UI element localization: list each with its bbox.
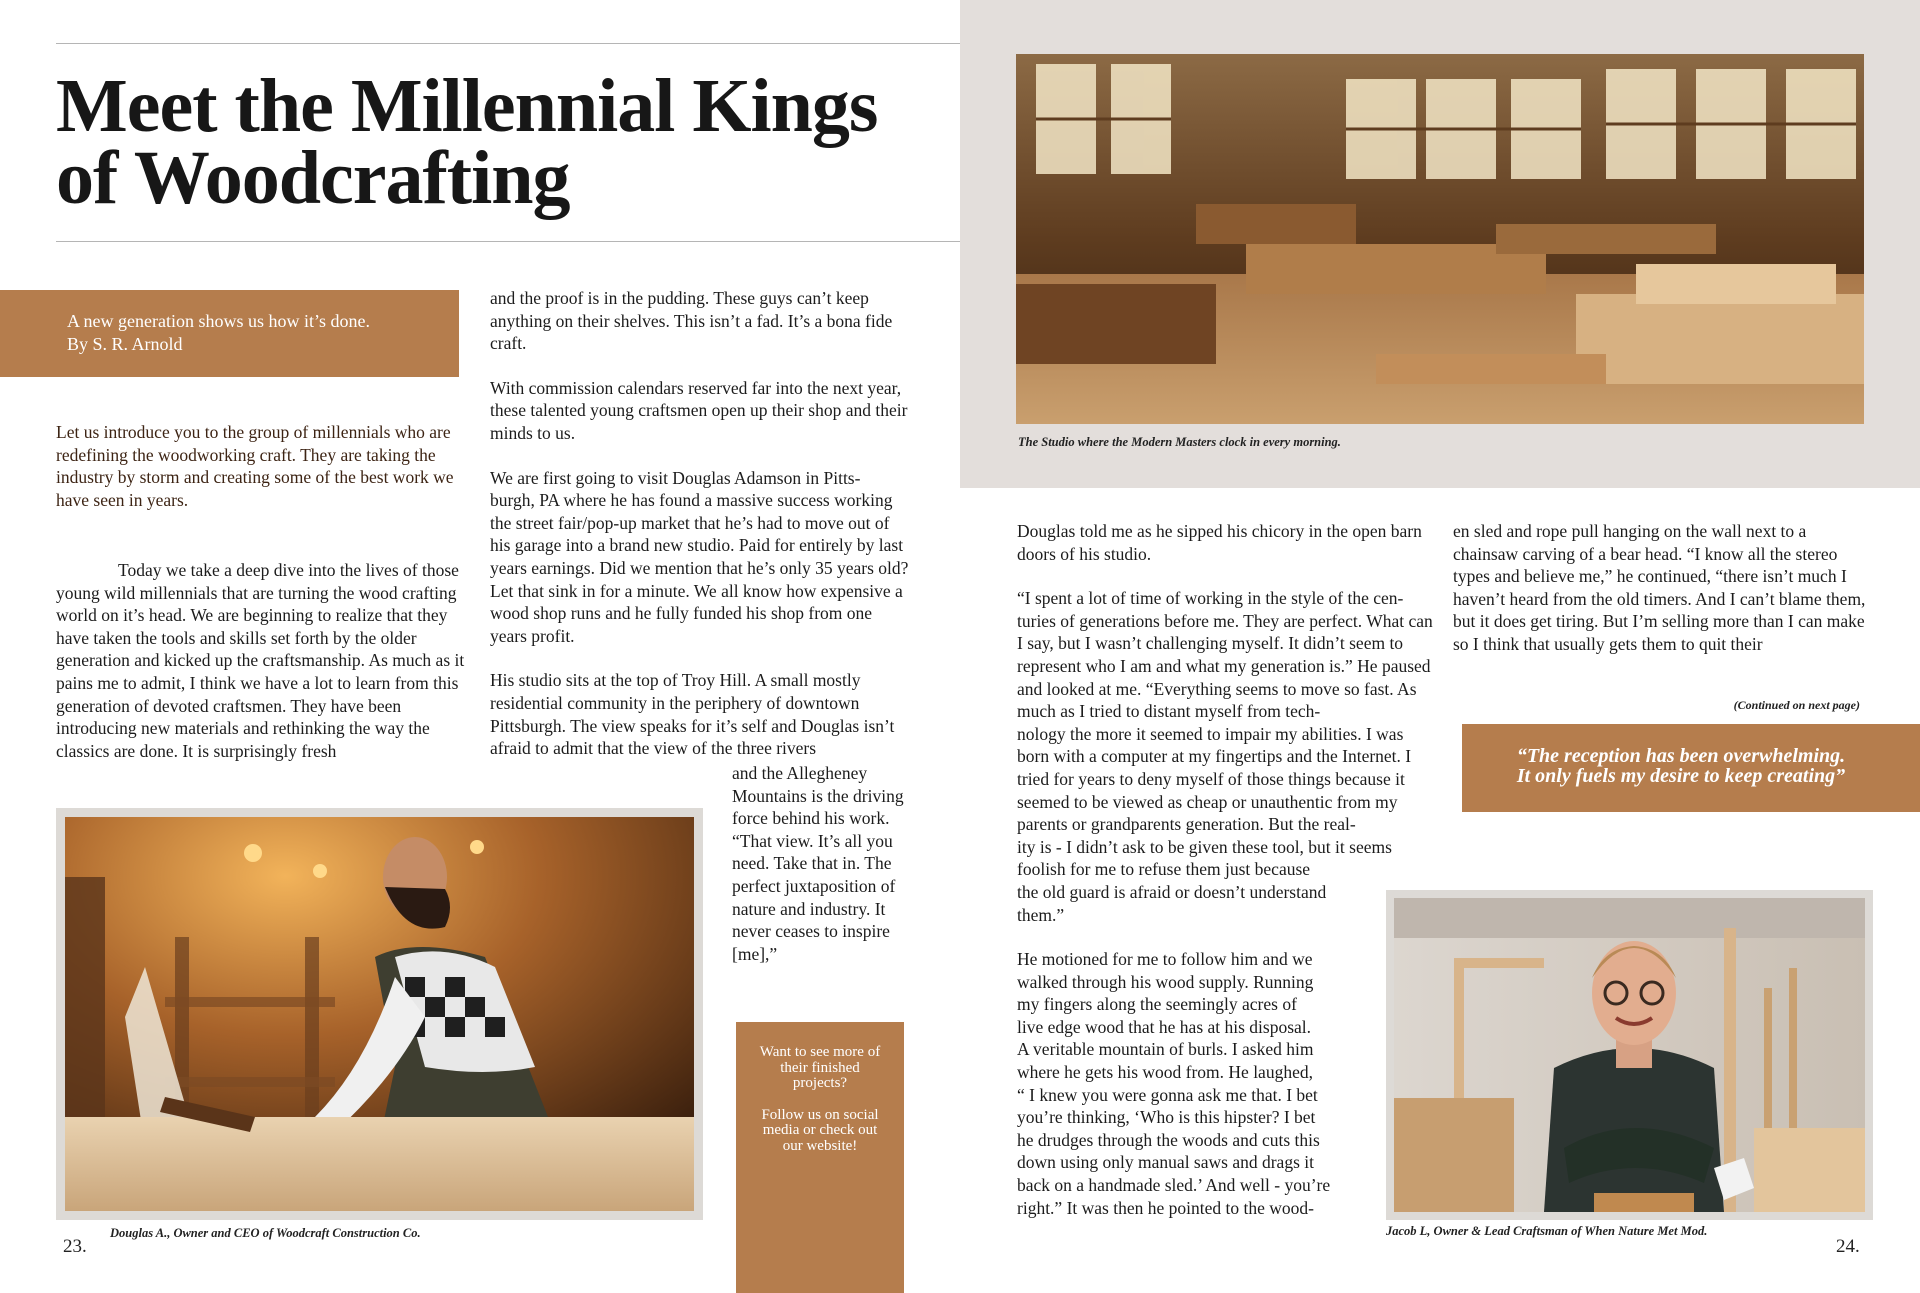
column-3-paragraph-1: Douglas told me as he sipped his chicory in the open barn doors of his studio. <box>1017 521 1422 564</box>
column-2-wrap <box>732 762 912 965</box>
pull-quote <box>1462 724 1920 812</box>
deck-text: A new generation shows us how it’s done. <box>67 311 370 331</box>
column-3-paragraph-2: “I spent a lot of time of working in the style of the cen- turies of generations before me. They are perfect. What can I say, but I wasn’t challenging myself. It didn’t seem to represent who I am and what my generation is.” He paused and looked at me. “Everything seems to move so fast. As much as I tried to distant myself from tech- nology the more it seemed to impair my abilities. I was born with a computer at my fingertips and the Internet. I tried for years to deny myself of those things because it seemed to be viewed as cheap or unauthentic from my parents or grandparents generation. But the real- ity is - I didn’t ask to be given these tool, but it seems foolish for me to refuse them just because the old guard is afraid or doesn’t understand them.” <box>1017 588 1433 925</box>
column-2 <box>490 287 912 760</box>
social-callout-spacer <box>752 1092 888 1108</box>
douglas-photo-caption: Douglas A., Owner and CEO of Woodcraft Construction Co. <box>110 1226 421 1240</box>
pull-quote-line-1: “The reception has been overwhelming. <box>1516 745 1846 767</box>
douglas-photo-frame <box>56 808 703 1220</box>
title-rule <box>56 241 960 242</box>
jacob-photo-image <box>1394 898 1865 1212</box>
column-1 <box>56 559 476 762</box>
column-2-paragraph-4: His studio sits at the top of Troy Hill. A small mostly residential community in the periphery of downtown Pittsburgh. The view speaks for it’s self and Douglas isn’t afraid to admit that the view of the three rivers <box>490 670 895 759</box>
studio-photo <box>1016 54 1864 424</box>
intro-paragraph <box>56 421 476 511</box>
continued-note: (Continued on next page) <box>1733 698 1860 712</box>
column-2-paragraph-1: and the proof is in the pudding. These guys can’t keep anything on their shelves. This isn’t a fad. It’s a bona fide craft. <box>490 288 893 354</box>
social-callout-question: Want to see more of their finished projects? <box>759 1044 881 1091</box>
page-number-left: 23. <box>63 1236 87 1257</box>
top-rule <box>56 43 960 44</box>
column-2-paragraph-3: We are first going to visit Douglas Adamson in Pitts- burgh, PA where he has found a massive success working the street fair/pop-up market that he’s had to move out of his garage into a brand new studio. Paid for entirely by last years earnings. Did we mention that he’s only 35 years old? Let that sink in for a minute. We all know how expensive a wood shop runs and he fully funded his shop from one years profit. <box>490 467 909 646</box>
intro-text: Let us introduce you to the group of millennials who are redefining the woodworking craft. They are taking the industry by storm and creating some of the best work we have seen in years. <box>56 422 454 510</box>
column-4 <box>1453 520 1871 656</box>
column-2-paragraph-2: With commission calendars reserved far into the next year, these talented young craftsmen open up their shop and their minds to us. <box>490 377 908 443</box>
douglas-photo-image <box>65 817 694 1211</box>
column-4-paragraph-1: en sled and rope pull hanging on the wall next to a chainsaw carving of a bear head. “I know all the stereo types and believe me,” he continued, “there isn’t much I haven’t heard from the old timers. And I can’t blame them, but it does get tiring. But I’m selling more than I can make so I think that usually gets them to quit their <box>1453 521 1866 654</box>
jacob-photo <box>1394 898 1865 1212</box>
title-line-2: of Woodcrafting <box>56 136 570 220</box>
jacob-photo-caption: Jacob L, Owner & Lead Craftsman of When Nature Met Mod. <box>1386 1224 1708 1238</box>
title-line-1: Meet the Millennial Kings <box>56 64 878 148</box>
social-callout-cta: Follow us on social media or check out our website! <box>761 1106 879 1154</box>
jacob-photo-frame <box>1386 890 1873 1220</box>
pull-quote-line-2: It only fuels my desire to keep creating” <box>1516 765 1846 787</box>
douglas-photo <box>65 817 694 1211</box>
studio-photo-image <box>1016 54 1864 424</box>
studio-photo-caption: The Studio where the Modern Masters clock in every morning. <box>1018 435 1341 449</box>
column-3-paragraph-3: He motioned for me to follow him and we walked through his wood supply. Running my fingers along the seemingly acres of live edge wood that he has at his disposal. A veritable mountain of burls. I asked him where he gets his wood from. He laughed, “ I knew you were gonna ask me that. I bet you’re thinking, ‘Who is this hipster? I bet he drudges through the woods and cuts this down using only manual saws and drags it back on a handmade sled.’ And well - you’re right.” It was then he pointed to the wood- <box>1017 949 1331 1218</box>
column-1-paragraph: Today we take a deep dive into the lives of those young wild millennials that are turning the wood crafting world on it’s head. We are beginning to realize that they have taken the tools and skills set forth by the older generation and kicked up the craftsmanship. As much as it pains me to admit, I think we have a lot to learn from this generation of devoted craftsmen. They have been introducing new materials and rethinking the way the classics are done. It is surprisingly fresh <box>56 560 465 761</box>
deck-box <box>0 290 459 377</box>
byline: By S. R. Arnold <box>67 334 183 354</box>
page-number-right: 24. <box>1836 1236 1860 1257</box>
article-title <box>56 64 936 220</box>
column-3 <box>1017 520 1435 1219</box>
social-callout <box>736 1022 904 1293</box>
column-2-paragraph-4-wrap: and the Allegheney Mountains is the driving force behind his work. “That view. It’s all you need. Take that in. The perfect juxtaposition of nature and industry. It never ceases to inspire [me],” <box>732 763 904 964</box>
